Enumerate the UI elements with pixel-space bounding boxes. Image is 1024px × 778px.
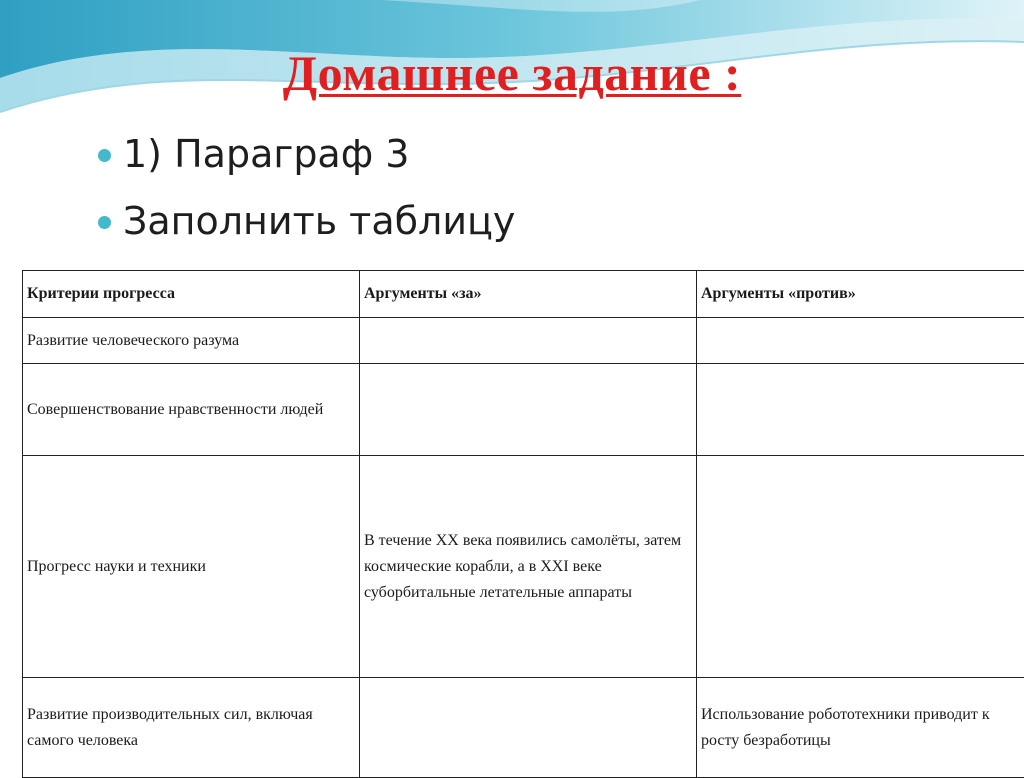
bullet-list <box>98 124 515 258</box>
bullet-item <box>98 124 515 184</box>
progress-table <box>22 270 1024 778</box>
table-cell <box>360 678 697 778</box>
table-cell: Использование робототехники приводит к росту безработицы <box>697 678 1024 778</box>
table-row <box>23 456 1024 678</box>
header-cell: Критерии прогресса <box>23 271 360 318</box>
bullet-dot-icon <box>98 216 111 229</box>
table-row <box>23 678 1024 778</box>
table-cell <box>697 364 1024 456</box>
header-cell: Аргументы «за» <box>360 271 697 318</box>
table-cell: Прогресс науки и техники <box>23 456 360 678</box>
bullet-text: 1) Параграф 3 <box>123 132 409 176</box>
bullet-text: Заполнить таблицу <box>123 199 515 243</box>
bullet-dot-icon <box>98 149 111 162</box>
table-header-row <box>23 271 1024 318</box>
page-title: Домашнее задание : <box>0 44 1024 102</box>
table-cell <box>360 318 697 364</box>
table-row <box>23 318 1024 364</box>
bullet-item <box>98 191 515 251</box>
header-cell: Аргументы «против» <box>697 271 1024 318</box>
table-cell <box>360 364 697 456</box>
table-cell: Развитие производительных сил, включая самого человека <box>23 678 360 778</box>
table-cell: Совершенствование нравственности людей <box>23 364 360 456</box>
table-cell: В течение XX века появились самолёты, затем космические корабли, а в XXI веке суборбитальные летательные аппараты <box>360 456 697 678</box>
table-cell <box>697 318 1024 364</box>
table-row <box>23 364 1024 456</box>
table-cell: Развитие человеческого разума <box>23 318 360 364</box>
table-cell <box>697 456 1024 678</box>
